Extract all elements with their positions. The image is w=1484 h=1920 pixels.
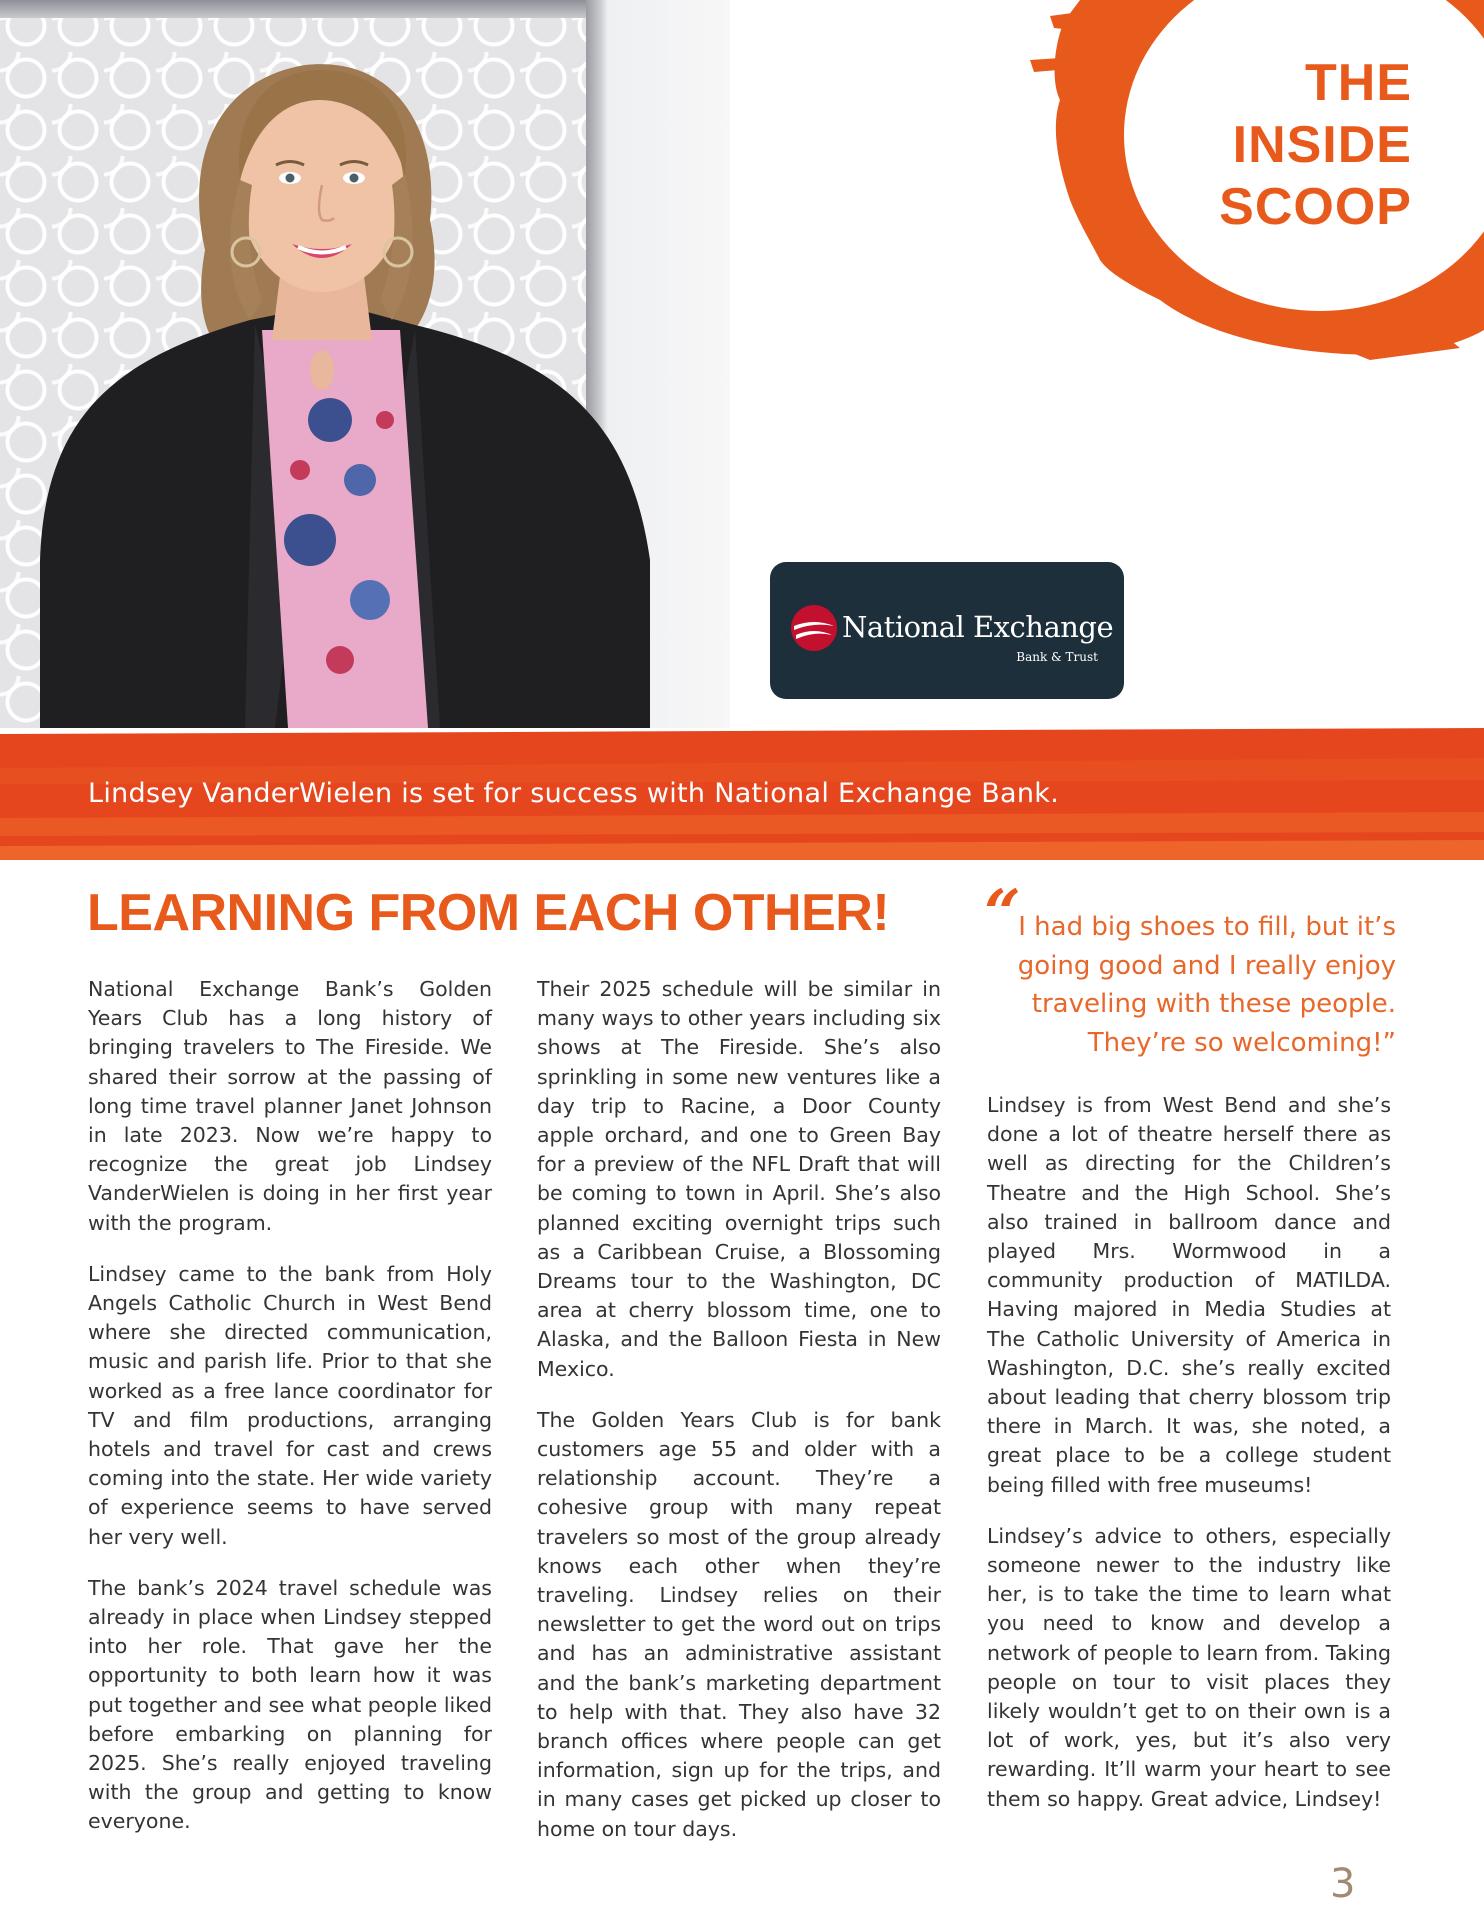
photo-caption: Lindsey VanderWielen is set for success with National Exchange Bank. bbox=[88, 778, 1060, 809]
page-number: 3 bbox=[1330, 1861, 1356, 1907]
quote-mark-icon: “ bbox=[984, 876, 1021, 951]
logo-name: National Exchange bbox=[842, 610, 1114, 644]
inside-scoop-line-3: SCOOP bbox=[1219, 178, 1412, 236]
article-headline: LEARNING FROM EACH OTHER! bbox=[87, 884, 890, 942]
column-1-paragraph-3: The bank’s 2024 travel schedule was already in place when Lindsey stepped into her role. That gave her the opportunity to both learn how it was put together and see what people liked before embarking on planning for 2025. She’s really enjoyed traveling with the group and getting to know everyone. bbox=[88, 1575, 492, 1834]
column-2-paragraph-2: The Golden Years Club is for bank customers age 55 and older with a relationship account. They’re a cohesive group with many repeat travelers so most of the group already knows each other when they’re traveling. Lindsey relies on their newsletter to get the word out on trips and has an administrative assistant and the bank’s marketing department to help with that. They also have 32 branch offices where people can get information, sign up for the trips, and in many cases get picked up closer to home on tour days. bbox=[537, 1407, 941, 1841]
inside-scoop-badge bbox=[1020, 0, 1484, 370]
article-column-1 bbox=[88, 975, 492, 1859]
article-column-3 bbox=[987, 1091, 1391, 1836]
column-3-paragraph-2: Lindsey’s advice to others, especially someone newer to the industry like her, is to take the time to learn what you need to know and develop a network of people to learn from. Taking people on tour to visit places they likely wouldn’t get to on their own is a lot of work, yes, but it’s also very rewarding. It’ll warm your heart to see them so happy. Great advice, Lindsey! bbox=[987, 1523, 1391, 1811]
logo-subtitle: Bank & Trust bbox=[1016, 650, 1098, 664]
column-2-paragraph-1: Their 2025 schedule will be similar in many ways to other years including six shows at The Fireside. She’s also sprinkling in some new ventures like a day trip to Racine, a Door County apple orchard, and one to Green Bay for a preview of the NFL Draft that will be coming to town in April. She’s also planned exciting overnight trips such as a Caribbean Cruise, a Blossoming Dreams tour to the Washington, DC area at cherry blossom time, one to Alaska, and the Balloon Fiesta in New Mexico. bbox=[537, 977, 941, 1381]
article-column-2 bbox=[537, 975, 941, 1866]
column-1-paragraph-1: National Exchange Bank’s Golden Years Club has a long history of bringing travelers to The Fireside. We shared their sorrow at the passing of long time travel planner Janet Johnson in late 2023. Now we’re happy to recognize the great job Lindsey VanderWielen is doing in her first year with the program. bbox=[88, 977, 492, 1235]
national-exchange-logo bbox=[770, 562, 1124, 699]
pull-quote: I had big shoes to fill, but it’s going good and I really enjoy traveling with these people. They’re so welcoming!” bbox=[1017, 912, 1396, 1058]
column-3-paragraph-1: Lindsey is from West Bend and she’s done a lot of theatre herself there as well as directing for the Children’s Theatre and the High School. She’s also trained in ballroom dance and played Mrs. Wormwood in a community production of MATILDA. Having majored in Media Studies at The Catholic University of America in Washington, D.C. she’s really excited about leading that cherry blossom trip there in March. It was, she noted, a great place to be a college student being filled with free museums! bbox=[987, 1093, 1391, 1497]
bank-logo-mark-icon bbox=[790, 604, 838, 652]
column-1-paragraph-2: Lindsey came to the bank from Holy Angels Catholic Church in West Bend where she directed communication, music and parish life. Prior to that she worked as a free lance coordinator for TV and film productions, arranging hotels and travel for cast and crews coming into the state. Her wide variety of experience seems to have served her very well. bbox=[88, 1261, 492, 1549]
portrait-photo bbox=[0, 0, 730, 728]
inside-scoop-line-2: INSIDE bbox=[1232, 116, 1412, 174]
inside-scoop-line-1: THE bbox=[1305, 54, 1412, 112]
person-illustration bbox=[0, 0, 730, 728]
inside-scoop-title bbox=[1219, 52, 1412, 238]
